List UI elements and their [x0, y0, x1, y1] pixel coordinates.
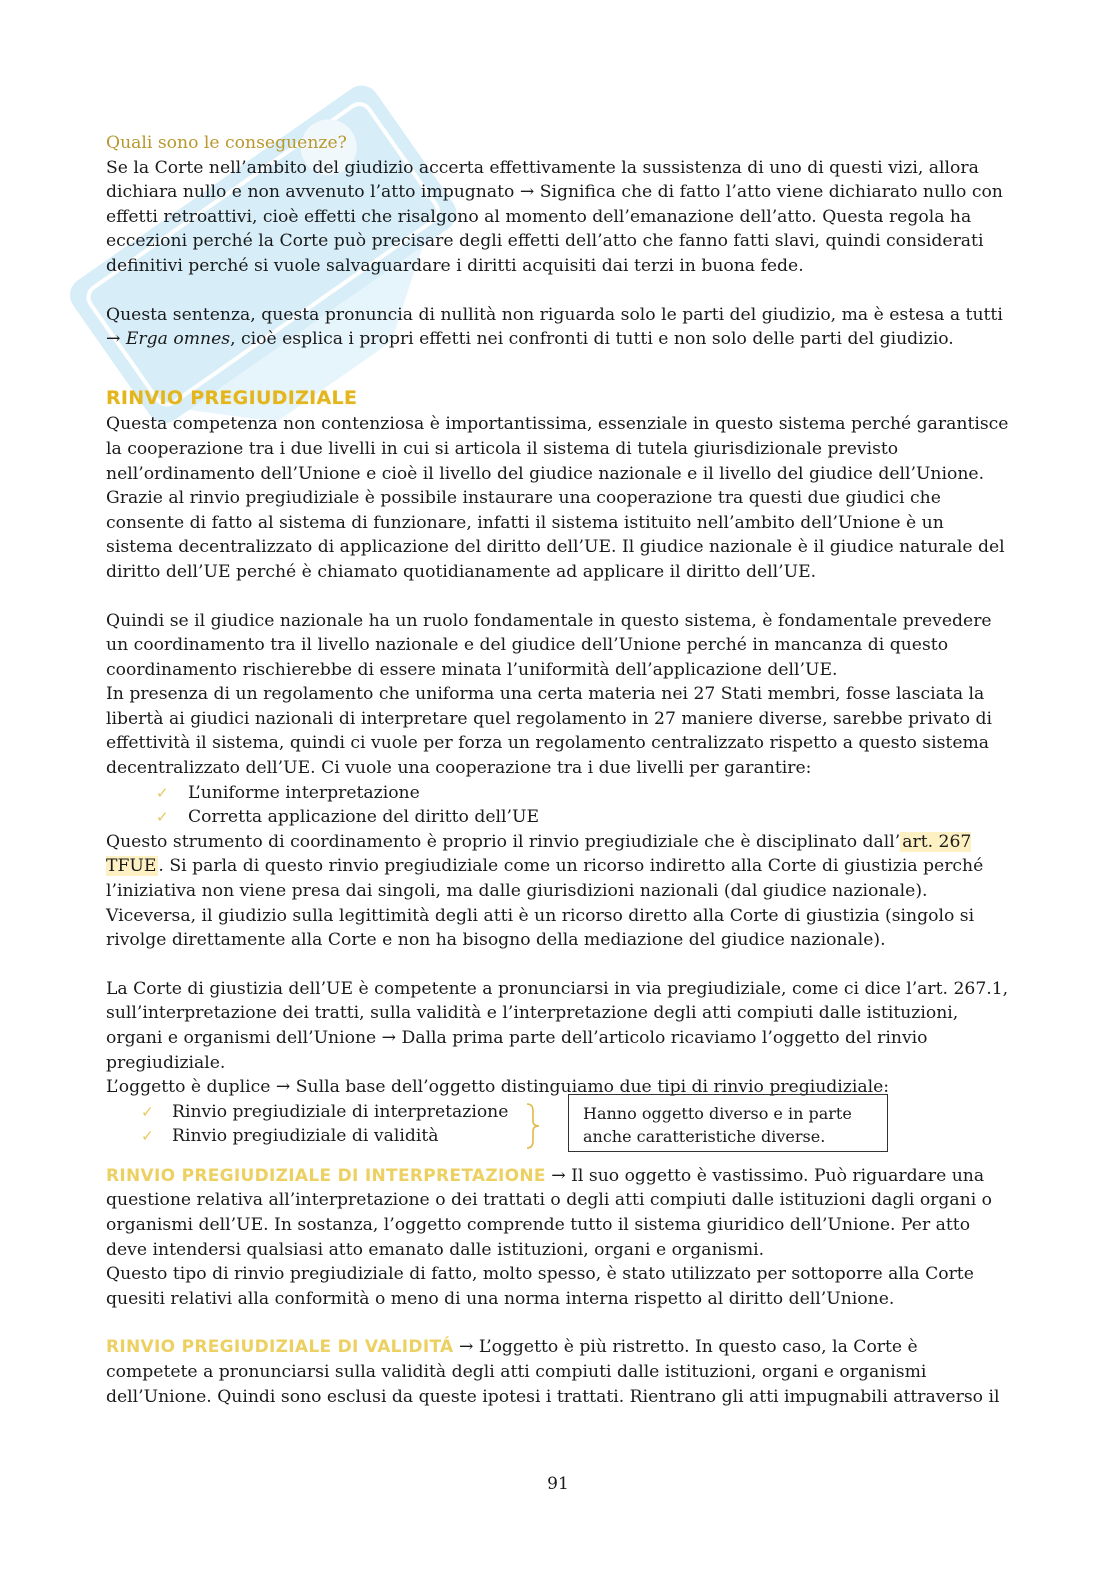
paragraph: Questo strumento di coordinamento è proprio il rinvio pregiudiziale che è disciplinato dall’ art. 267 TFUE . Si parla di questo rinvio pregiudiziale come un ricorso indiretto alla Corte di giustizia perché l’iniziativa non viene presa dai singoli, ma dalle giurisdizioni nazionali (dal giudice nazionale). Viceversa, il giudizio sulla legittimità degli atti è un ricorso diretto alla Corte di giustizia (singolo si rivolge direttamente alla Corte e non ha bisogno della mediazione del giudice nazionale).	[106, 831, 984, 951]
list-item: ✓ Rinvio pregiudiziale di validità	[106, 1124, 1011, 1149]
checklist	[106, 781, 1011, 830]
paragraph: Questa competenza non contenziosa è importantissima, essenziale in questo sistema perché garantisce la cooperazione tra i due livelli in cui si articola il sistema di tutela giurisdizionale previsto nell’ordinamento dell’Unione e cioè il livello del giudice nazionale e il livello del giudice dell’Unione. Grazie al rinvio pregiudiziale è possibile instaurare una cooperazione tra questi due giudici che consente di fatto al sistema di funzionare, infatti il sistema istituito nell’ambito dell’Unione è un sistema decentralizzato di applicazione del diritto dell’UE. Il giudice nazionale è il giudice naturale del diritto dell’UE perché è chiamato quotidianamente ad applicare il diritto dell’UE.	[106, 414, 1009, 582]
check-icon: ✓	[141, 1127, 154, 1146]
section-heading-rinvio: RINVIO PREGIUDIZIALE	[106, 386, 358, 409]
list-item: ✓ Corretta applicazione del diritto dell’UE	[106, 805, 1011, 830]
paragraph: L’oggetto è duplice → Sulla base dell’oggetto distinguiamo due tipi di rinvio pregiudiziale:	[106, 1077, 890, 1098]
check-icon: ✓	[156, 783, 169, 802]
paragraph: RINVIO PREGIUDIZIALE DI VALIDITÁ → L’oggetto è più ristretto. In questo caso, la Corte è competete a pronunciarsi sulla validità degli atti compiuti dalle istituzioni, organi e organismi dell’Unione. Quindi sono esclusi da queste ipotesi i trattati. Rientrano gli atti impugnabili attraverso il	[106, 1337, 1000, 1407]
check-icon: ✓	[141, 1102, 154, 1121]
check-icon: ✓	[156, 808, 169, 827]
list-item: ✓ L’uniforme interpretazione	[106, 781, 1011, 806]
types-with-note	[106, 1100, 1011, 1152]
note-box: Hanno oggetto diverso e in parte anche caratteristiche diverse.	[568, 1094, 888, 1152]
paragraph: In presenza di un regolamento che uniforma una certa materia nei 27 Stati membri, fosse lasciata la libertà ai giudici nazionali di interpretare quel regolamento in 27 maniere diverse, sarebbe privato di effettività il sistema, quindi ci vuole per forza un regolamento centralizzato rispetto a questo sistema decentralizzato dell’UE. Ci vuole una cooperazione tra i due livelli per garantire:	[106, 684, 993, 779]
section-heading-validita: RINVIO PREGIUDIZIALE DI VALIDITÁ	[106, 1337, 454, 1358]
section-heading-interpretazione: RINVIO PREGIUDIZIALE DI INTERPRETAZIONE	[106, 1165, 546, 1186]
section-subtitle: Quali sono le conseguenze?	[106, 133, 347, 153]
latin-term: Erga omnes	[125, 329, 231, 350]
paragraph: La Corte di giustizia dell’UE è competente a pronunciarsi in via pregiudiziale, come ci dice l’art. 267.1, sull’interpretazione dei tratti, sulla validità e l’interpretazione degli atti compiuti dalle istituzioni, organi e organismi dell’Unione → Dalla prima parte dell’articolo ricaviamo l’oggetto del rinvio pregiudiziale.	[106, 978, 1009, 1073]
list-item: ✓ Rinvio pregiudiziale di interpretazione	[106, 1100, 1011, 1125]
paragraph: Quindi se il giudice nazionale ha un ruolo fondamentale in questo sistema, è fondamentale prevedere un coordinamento tra il livello nazionale e del giudice dell’Unione perché in mancanza di questo coordinamento rischierebbe di essere minata l’uniformità dell’applicazione dell’UE.	[106, 610, 992, 680]
page-number: 91	[547, 1474, 569, 1494]
paragraph: Se la Corte nell’ambito del giudizio accerta effettivamente la sussistenza di uno di questi vizi, allora dichiara nullo e non avvenuto l’atto impugnato → Significa che di fatto l’atto viene dichiarato nullo con effetti retroattivi, cioè effetti che risalgono al momento dell’emanazione dell’atto. Questa regola ha eccezioni perché la Corte può precisare degli effetti dell’atto che fanno fatti slavi, quindi considerati definitivi perché si vuole salvaguardare i diritti acquisiti dai terzi in buona fede.	[106, 157, 1003, 276]
highlighted-reference: art. 267 TFUE	[106, 831, 972, 877]
page-content	[106, 131, 1011, 1409]
paragraph: Questa sentenza, questa pronuncia di nullità non riguarda solo le parti del giudizio, ma è estesa a tutti → Erga omnes, cioè esplica i propri effetti nei confronti di tutti e non solo delle parti del giudizio.	[106, 304, 1003, 350]
paragraph: Questo tipo di rinvio pregiudiziale di fatto, molto spesso, è stato utilizzato per sottoporre alla Corte quesiti relativi alla conformità o meno di una norma interna rispetto al diritto dell’Unione.	[106, 1264, 974, 1309]
brace-icon	[524, 1102, 542, 1150]
paragraph: RINVIO PREGIUDIZIALE DI INTERPRETAZIONE → Il suo oggetto è vastissimo. Può riguardare una questione relativa all’interpretazione o dei trattati o degli atti compiuti dalle istituzioni dagli organi o organismi dell’UE. In sostanza, l’oggetto comprende tutto il sistema giuridico dell’Unione. Per atto deve intendersi qualsiasi atto emanato dalle istituzioni, organi e organismi.	[106, 1165, 993, 1260]
